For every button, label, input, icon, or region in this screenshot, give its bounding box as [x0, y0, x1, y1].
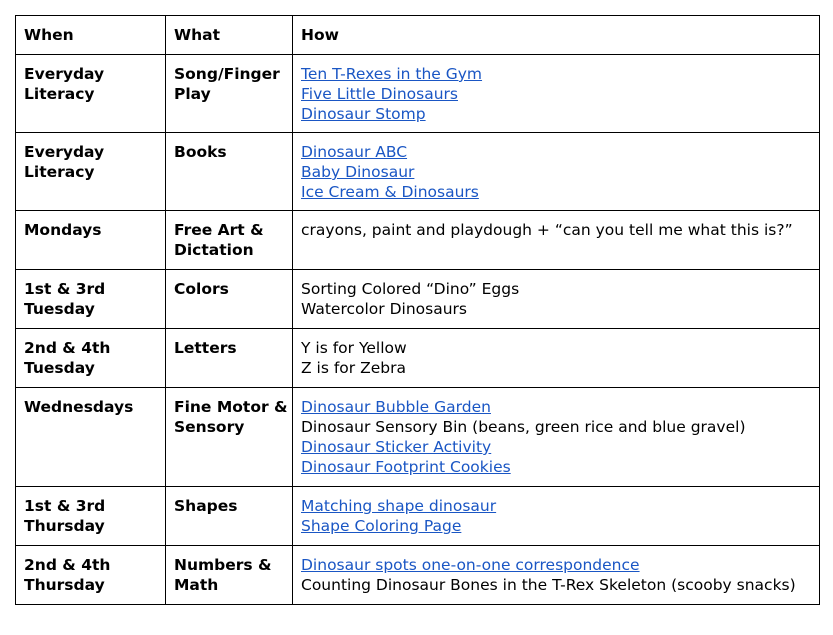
activity-link[interactable]: Ten T-Rexes in the Gym	[301, 65, 483, 83]
what-text: Free Art &	[174, 221, 264, 239]
cell-how	[293, 211, 820, 270]
cell-what	[166, 546, 293, 605]
table-body	[16, 55, 820, 605]
what-text: Books	[174, 143, 227, 161]
when-text: Wednesdays	[24, 398, 134, 416]
what-text: Fine Motor &	[174, 398, 288, 416]
cell-what	[166, 133, 293, 211]
what-text: Song/Finger	[174, 65, 280, 83]
cell-when	[16, 55, 166, 133]
cell-how	[293, 55, 820, 133]
cell-when	[16, 329, 166, 388]
activity-link[interactable]: Dinosaur Footprint Cookies	[301, 458, 511, 476]
activity-link[interactable]: Dinosaur spots one-on-one correspondence	[301, 556, 640, 574]
when-text: 1st & 3rd	[24, 497, 106, 515]
when-text: Thursday	[24, 517, 105, 535]
activity-link[interactable]: Dinosaur Sticker Activity	[301, 438, 492, 456]
cell-how	[293, 270, 820, 329]
when-text: Tuesday	[24, 359, 95, 377]
cell-how	[293, 388, 820, 487]
activity-link[interactable]: Dinosaur Stomp	[301, 105, 426, 123]
table-row	[16, 55, 820, 133]
cell-how	[293, 546, 820, 605]
activity-link[interactable]: Dinosaur ABC	[301, 143, 408, 161]
when-text: Literacy	[24, 163, 95, 181]
table-header-row	[16, 16, 820, 55]
activity-link[interactable]: Ice Cream & Dinosaurs	[301, 183, 479, 201]
what-text: Dictation	[174, 241, 254, 259]
cell-when	[16, 487, 166, 546]
activity-text: Counting Dinosaur Bones in the T-Rex Skeleton (scooby snacks)	[301, 576, 796, 594]
header-when: When	[16, 16, 166, 55]
when-text: Mondays	[24, 221, 102, 239]
activity-link[interactable]: Five Little Dinosaurs	[301, 85, 458, 103]
when-text: Tuesday	[24, 300, 95, 318]
activity-link[interactable]: Matching shape dinosaur	[301, 497, 497, 515]
activity-text: Sorting Colored “Dino” Eggs	[301, 280, 520, 298]
when-text: Everyday	[24, 143, 105, 161]
table-row	[16, 211, 820, 270]
cell-what	[166, 329, 293, 388]
cell-when	[16, 211, 166, 270]
cell-what	[166, 487, 293, 546]
cell-what	[166, 211, 293, 270]
what-text: Math	[174, 576, 219, 594]
what-text: Numbers &	[174, 556, 272, 574]
activity-link[interactable]: Shape Coloring Page	[301, 517, 462, 535]
what-text: Shapes	[174, 497, 238, 515]
cell-when	[16, 133, 166, 211]
cell-how	[293, 329, 820, 388]
when-text: 2nd & 4th	[24, 556, 111, 574]
schedule-table	[15, 15, 820, 605]
cell-what	[166, 270, 293, 329]
cell-how	[293, 487, 820, 546]
cell-when	[16, 546, 166, 605]
activity-text: Dinosaur Sensory Bin (beans, green rice and blue gravel)	[301, 418, 746, 436]
cell-what	[166, 55, 293, 133]
header-what: What	[166, 16, 293, 55]
when-text: Thursday	[24, 576, 105, 594]
header-how: How	[293, 16, 820, 55]
table-row	[16, 133, 820, 211]
cell-how	[293, 133, 820, 211]
when-text: Everyday	[24, 65, 105, 83]
table-row	[16, 487, 820, 546]
activity-link[interactable]: Baby Dinosaur	[301, 163, 415, 181]
cell-when	[16, 388, 166, 487]
activity-link[interactable]: Dinosaur Bubble Garden	[301, 398, 491, 416]
activity-text: Z is for Zebra	[301, 359, 406, 377]
when-text: 1st & 3rd	[24, 280, 106, 298]
activity-text: Watercolor Dinosaurs	[301, 300, 467, 318]
table-row	[16, 270, 820, 329]
what-text: Letters	[174, 339, 237, 357]
when-text: 2nd & 4th	[24, 339, 111, 357]
table-row	[16, 329, 820, 388]
cell-what	[166, 388, 293, 487]
activity-text: crayons, paint and playdough + “can you tell me what this is?”	[301, 221, 793, 239]
what-text: Sensory	[174, 418, 245, 436]
table-row	[16, 546, 820, 605]
cell-when	[16, 270, 166, 329]
activity-text: Y is for Yellow	[301, 339, 407, 357]
what-text: Colors	[174, 280, 229, 298]
when-text: Literacy	[24, 85, 95, 103]
what-text: Play	[174, 85, 211, 103]
table-row	[16, 388, 820, 487]
